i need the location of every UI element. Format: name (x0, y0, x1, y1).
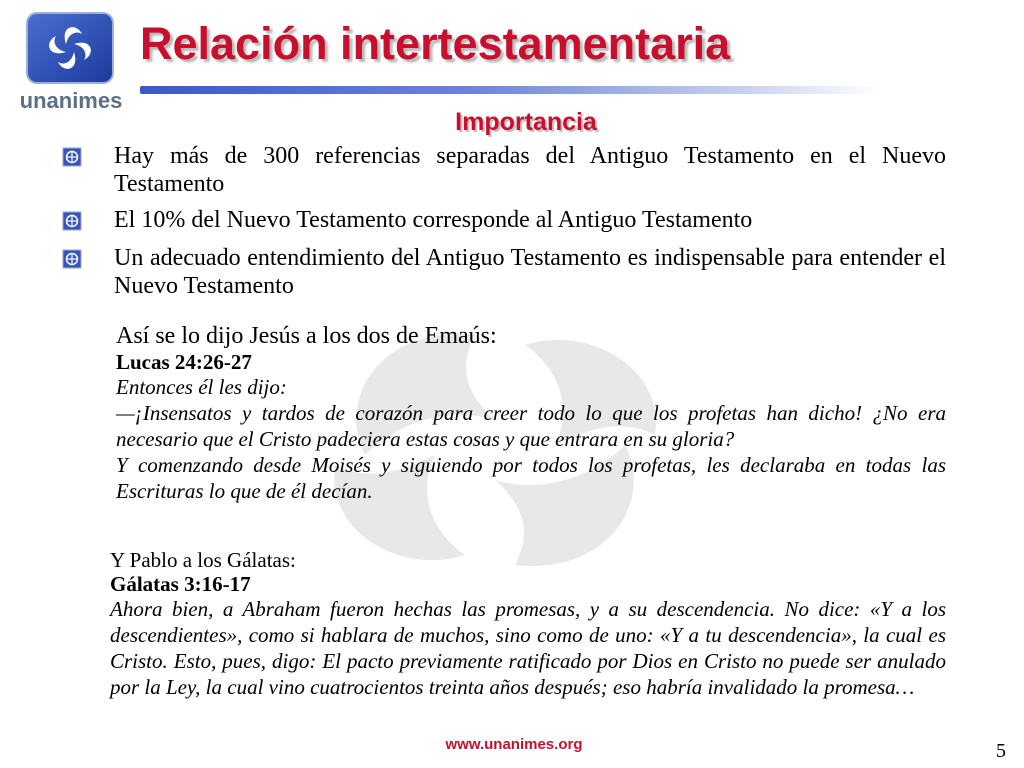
bullet-text: Hay más de 300 referencias separadas del Antiguo Testamento en el Nuevo Testamento (114, 143, 946, 197)
globe-bullet-icon (62, 211, 82, 231)
globe-bullet-icon (62, 249, 82, 269)
bullet-item (62, 244, 946, 300)
scripture-line: Y comenzando desde Moisés y siguiendo por todos los profetas, les declaraba en todas las Escrituras lo que de él decían. (116, 453, 946, 503)
quote-intro: Y Pablo a los Gálatas: (110, 548, 296, 572)
scripture-line: —¡Insensatos y tardos de corazón para creer todo lo que los profetas han dicho! ¿No era necesario que el Cristo padeciera estas cosas y que entrara en su gloria? (116, 401, 946, 451)
bullet-list (62, 142, 946, 308)
globe-bullet-icon (62, 147, 82, 167)
scripture-reference: Gálatas 3:16-17 (110, 572, 251, 596)
title-underline (140, 86, 880, 94)
scripture-line: Entonces él les dijo: (116, 375, 287, 399)
bullet-text: El 10% del Nuevo Testamento corresponde al Antiguo Testamento (114, 207, 753, 233)
bullet-item (62, 206, 946, 234)
bullet-text: Un adecuado entendimiento del Antiguo Testamento es indispensable para entender el Nuevo Testamento (114, 245, 946, 299)
bullet-item (62, 142, 946, 198)
unanimes-logo-icon (26, 12, 114, 84)
quote-block-lucas (116, 322, 946, 504)
unanimes-logo (12, 8, 124, 116)
scripture-text: Ahora bien, a Abraham fueron hechas las promesas, y a su descendencia. No dice: «Y a los descendientes», como si hablara de muchos, sino como de uno: «Y a tu descendencia», la cual es Cristo. Esto, pues, digo: El pacto previamente ratificado por Dios en Cristo no puede ser anulado por la Ley, la cual vino cuatrocientos treinta años después; eso habría invalidado la promesa… (110, 597, 946, 699)
quote-block-galatas (110, 548, 946, 700)
quote-intro: Así se lo dijo Jesús a los dos de Emaús: (116, 323, 497, 349)
page-number: 5 (996, 740, 1006, 762)
scripture-reference: Lucas 24:26-27 (116, 350, 252, 374)
slide-subtitle: Importancia (455, 108, 597, 136)
footer-url: www.unanimes.org (445, 736, 583, 753)
logo-wordmark: unanimes (19, 88, 123, 113)
slide-title: Relación intertestamentaria (140, 18, 731, 69)
